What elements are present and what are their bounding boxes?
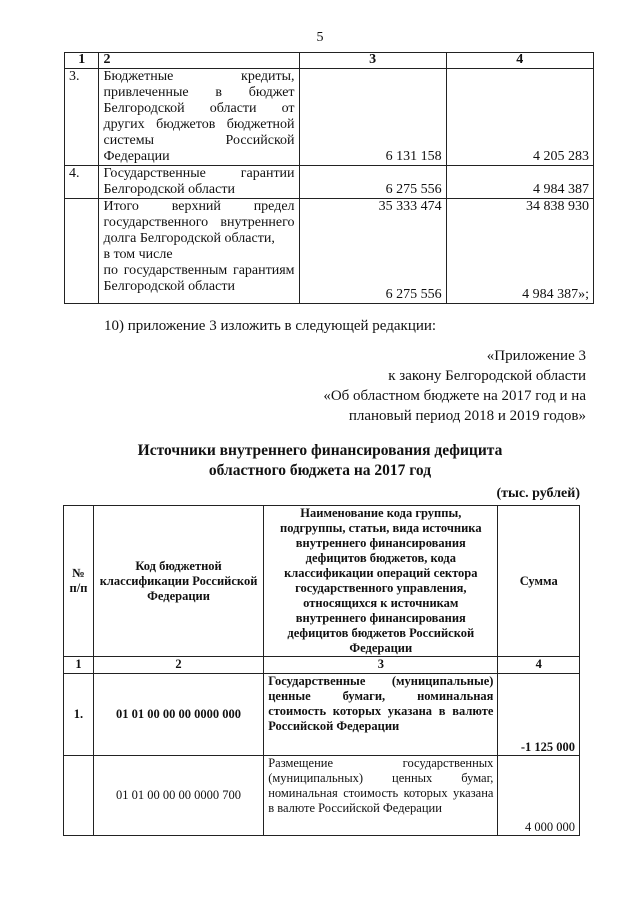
row-number: 4. xyxy=(65,166,99,199)
row-number: 1. xyxy=(64,674,94,756)
row-number xyxy=(64,756,94,836)
table-row-total xyxy=(65,199,594,304)
total-incl: в том числе xyxy=(103,247,173,262)
col-header: 4 xyxy=(446,53,593,69)
col-header: 2 xyxy=(99,53,299,69)
table-header-row xyxy=(64,506,580,657)
col-index: 1 xyxy=(64,657,94,674)
appendix-line: к закону Белгородской области xyxy=(388,368,586,384)
units-label: (тыс. рублей) xyxy=(496,486,580,501)
col-index: 3 xyxy=(264,657,498,674)
row-name: Размещение государственных (муниципальных) ценных бумаг, номинальная стоимость которых указана в валюте Российской Федерации xyxy=(264,756,498,836)
row-number: 3. xyxy=(65,69,99,166)
total-2018: 34 838 930 xyxy=(526,199,589,214)
debt-table xyxy=(64,52,594,304)
row-name: Государственные гарантии Белгородской области xyxy=(99,166,299,199)
total-name: Итого верхний предел государственного внутреннего долга Белгородской области, xyxy=(103,199,295,246)
financing-sources-table xyxy=(63,505,580,836)
total-2017: 35 333 474 xyxy=(378,199,442,214)
col-index: 2 xyxy=(93,657,263,674)
value-2018: 4 984 387 xyxy=(446,166,593,199)
row-code: 01 01 00 00 00 0000 700 xyxy=(93,756,263,836)
value-2017: 6 131 158 xyxy=(299,69,446,166)
guar-2017: 6 275 556 xyxy=(385,287,442,302)
value-2018: 4 205 283 xyxy=(446,69,593,166)
total-guar-name: по государственным гарантиям Белгородской области xyxy=(103,263,295,294)
row-name: Государственные (муниципальные) ценные бумаги, номинальная стоимость которых указана в валюте Российской Федерации xyxy=(264,674,498,756)
table-index-row xyxy=(64,657,580,674)
row-sum: -1 125 000 xyxy=(498,674,580,756)
value-2017: 6 275 556 xyxy=(299,166,446,199)
col-index: 4 xyxy=(498,657,580,674)
table-row xyxy=(65,166,594,199)
appendix-line: плановый период 2018 и 2019 годов» xyxy=(348,408,586,424)
document-title xyxy=(0,441,640,481)
title-line: областного бюджета на 2017 год xyxy=(208,462,432,479)
col-header-number: № п/п xyxy=(64,506,94,657)
col-header-name: Наименование кода группы, подгруппы, статьи, вида источника внутреннего финансирования дефицитов бюджетов, кода классификации операций сектора государственного управления, относящихся к источникам внутреннего финансирования дефицитов бюджетов Российской Федерации xyxy=(264,506,498,657)
col-header-sum: Сумма xyxy=(498,506,580,657)
guar-2018: 4 984 387»; xyxy=(522,287,589,302)
row-sum: 4 000 000 xyxy=(498,756,580,836)
page-number: 5 xyxy=(316,30,324,45)
table-row xyxy=(65,69,594,166)
row-code: 01 01 00 00 00 0000 000 xyxy=(93,674,263,756)
title-line: Источники внутреннего финансирования дефицита xyxy=(137,442,503,459)
table-row xyxy=(64,756,580,836)
table-header-row xyxy=(65,53,594,69)
row-name: Бюджетные кредиты, привлеченные в бюджет Белгородской области от других бюджетов бюджетной системы Российской Федерации xyxy=(99,69,299,166)
table-row xyxy=(64,674,580,756)
col-header: 3 xyxy=(299,53,446,69)
col-header: 1 xyxy=(65,53,99,69)
amendment-paragraph: 10) приложение 3 изложить в следующей редакции: xyxy=(104,318,437,334)
appendix-line: «Об областном бюджете на 2017 год и на xyxy=(323,388,586,404)
appendix-note xyxy=(323,346,586,426)
appendix-line: «Приложение 3 xyxy=(486,348,586,364)
col-header-code: Код бюджетной классификации Российской Федерации xyxy=(93,506,263,657)
